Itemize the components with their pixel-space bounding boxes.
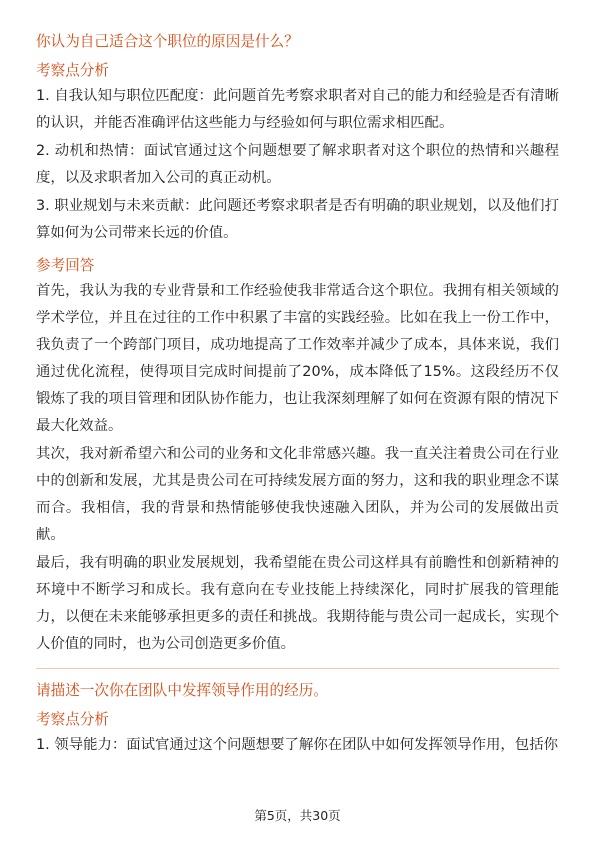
question-1-answer-heading: 参考回答 [36, 257, 95, 274]
question-2-analysis-heading: 考察点分析 [36, 711, 109, 728]
question-2-title: 请描述一次你在团队中发挥领导作用的经历。 [36, 682, 328, 699]
page-number: 第5页，共30页 [254, 808, 341, 823]
question-1-title: 你认为自己适合这个职位的原因是什么？ [36, 33, 299, 50]
question-divider [36, 668, 559, 669]
question-1-analysis-point-3: 3. 职业规划与未来贡献：此问题还考察求职者是否有明确的职业规划，以及他们打算如何为公司带来长远的价值。 [36, 198, 559, 241]
question-1-analysis-point-2: 2. 动机和热情：面试官通过这个问题想要了解求职者对这个职位的热情和兴趣程度，以及求职者加入公司的真正动机。 [36, 143, 559, 186]
document-page [36, 30, 559, 759]
question-1-answer-paragraph-2: 其次，我对新希望六和公司的业务和文化非常感兴趣。我一直关注着贵公司在行业中的创新和发展，尤其是贵公司在可持续发展方面的努力，这和我的职业理念不谋而合。我相信，我的背景和热情能够使我快速融入团队，并为公司的发展做出贡献。 [36, 446, 559, 543]
question-2-analysis-point-1: 1. 领导能力：面试官通过这个问题想要了解你在团队中如何发挥领导作用，包括你 [36, 737, 558, 753]
question-1-analysis-point-1: 1. 自我认知与职位匹配度：此问题首先考察求职者对自己的能力和经验是否有清晰的认识，并能否准确评估这些能力与经验如何与职位需求相匹配。 [36, 88, 559, 131]
question-1-analysis-heading: 考察点分析 [36, 62, 109, 79]
question-1-answer-paragraph-3: 最后，我有明确的职业发展规划，我希望能在贵公司这样具有前瞻性和创新精神的环境中不断学习和成长。我有意向在专业技能上持续深化，同时扩展我的管理能力，以便在未来能够承担更多的责任和挑战。我期待能与贵公司一起成长，实现个人价值的同时，也为公司创造更多价值。 [36, 555, 559, 652]
question-1-answer-paragraph-1: 首先，我认为我的专业背景和工作经验使我非常适合这个职位。我拥有相关领域的学术学位，并且在过往的工作中积累了丰富的实践经验。比如在我上一份工作中，我负责了一个跨部门项目，成功地提高了工作效率并减少了成本，具体来说，我们通过优化流程，使得项目完成时间提前了20%，成本降低了15%。这段经历不仅锻炼了我的项目管理和团队协作能力，也让我深刻理解了如何在资源有限的情况下最大化效益。 [36, 283, 559, 434]
